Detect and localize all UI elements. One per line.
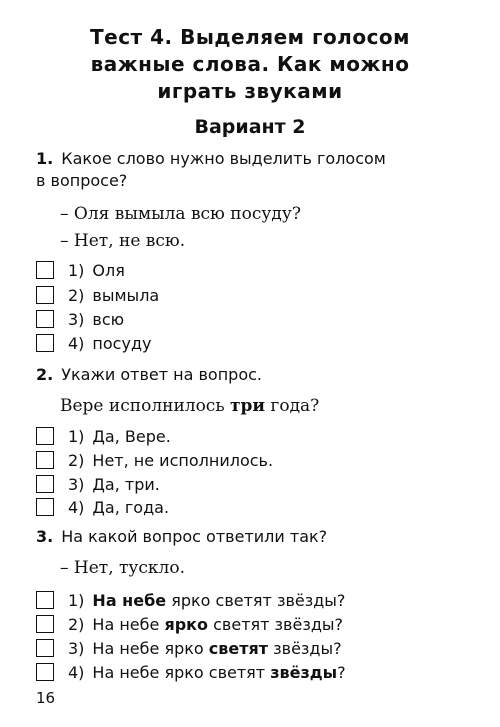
option-text: вымыла [92,285,160,305]
answer-checkbox[interactable] [36,451,54,469]
answer-checkbox[interactable] [36,427,54,445]
stressed-word: три [230,396,266,416]
test-title [40,24,460,105]
question-1 [36,148,470,192]
option-number: 1) [68,426,85,446]
answer-checkbox[interactable] [36,334,54,352]
answer-option[interactable] [36,590,345,610]
option-text: Да, три. [92,474,160,494]
option-number: 2) [68,450,85,470]
option-text: На небе ярко светят звёзды? [92,614,344,634]
option-text: На небе ярко светят звёзды? [92,662,346,682]
sentence-text: Вере исполнилось [60,396,230,416]
option-number: 3) [68,474,85,494]
option-text: Нет, не исполнилось. [92,450,274,470]
option-text: посуду [92,333,152,353]
answer-checkbox[interactable] [36,663,54,681]
option-text: Да, года. [92,497,170,517]
stressed-word: светят [208,638,269,658]
option-number: 2) [68,285,85,305]
question-2 [36,364,470,386]
question-3 [36,526,470,548]
question-text: Какое слово нужно выделить голосом [61,149,386,168]
answer-option[interactable] [36,426,171,446]
answer-option[interactable] [36,450,273,470]
dialog-line: – Оля вымыла всю посуду? [60,204,301,224]
sentence-text: года? [265,396,320,416]
dialog-line: – Нет, не всю. [60,231,186,251]
option-text: На небе ярко светят звёзды? [92,638,342,658]
question-text: Укажи ответ на вопрос. [61,365,262,384]
answer-option[interactable] [36,309,124,329]
question-number: 1. [36,149,54,168]
option-number: 4) [68,333,85,353]
answer-checkbox[interactable] [36,286,54,304]
answer-option[interactable] [36,662,346,682]
option-text: Оля [92,260,125,280]
option-number: 3) [68,309,85,329]
option-number: 4) [68,662,85,682]
option-number: 4) [68,497,85,517]
answer-checkbox[interactable] [36,261,54,279]
page-number: 16 [36,689,56,707]
title-line: Тест 4. Выделяем голосом [89,25,411,49]
option-text: всю [92,309,125,329]
option-text: Да, Вере. [92,426,171,446]
answer-option[interactable] [36,333,151,353]
option-text: На небе ярко светят звёзды? [92,590,346,610]
answer-checkbox[interactable] [36,310,54,328]
answer-checkbox[interactable] [36,498,54,516]
answer-option[interactable] [36,638,342,658]
question-text: в вопросе? [36,171,128,190]
stressed-word: На небе [92,590,167,610]
option-number: 1) [68,590,85,610]
answer-checkbox[interactable] [36,475,54,493]
answer-checkbox[interactable] [36,591,54,609]
question-number: 2. [36,365,54,384]
question-number: 3. [36,527,54,546]
variant-heading: Вариант 2 [194,116,306,138]
answer-option[interactable] [36,614,343,634]
answer-option[interactable] [36,285,159,305]
title-line: играть звуками [157,79,343,103]
answer-phrase: – Нет, тускло. [60,558,185,578]
answer-checkbox[interactable] [36,639,54,657]
option-number: 2) [68,614,85,634]
stressed-word: ярко [164,614,209,634]
question-text: На какой вопрос ответили так? [61,527,328,546]
option-number: 3) [68,638,85,658]
option-number: 1) [68,260,85,280]
answer-checkbox[interactable] [36,615,54,633]
example-sentence [60,396,319,416]
title-line: важные слова. Как можно [90,52,410,76]
answer-option[interactable] [36,260,125,280]
answer-option[interactable] [36,474,160,494]
stressed-word: звёзды [270,662,338,682]
answer-option[interactable] [36,497,169,517]
